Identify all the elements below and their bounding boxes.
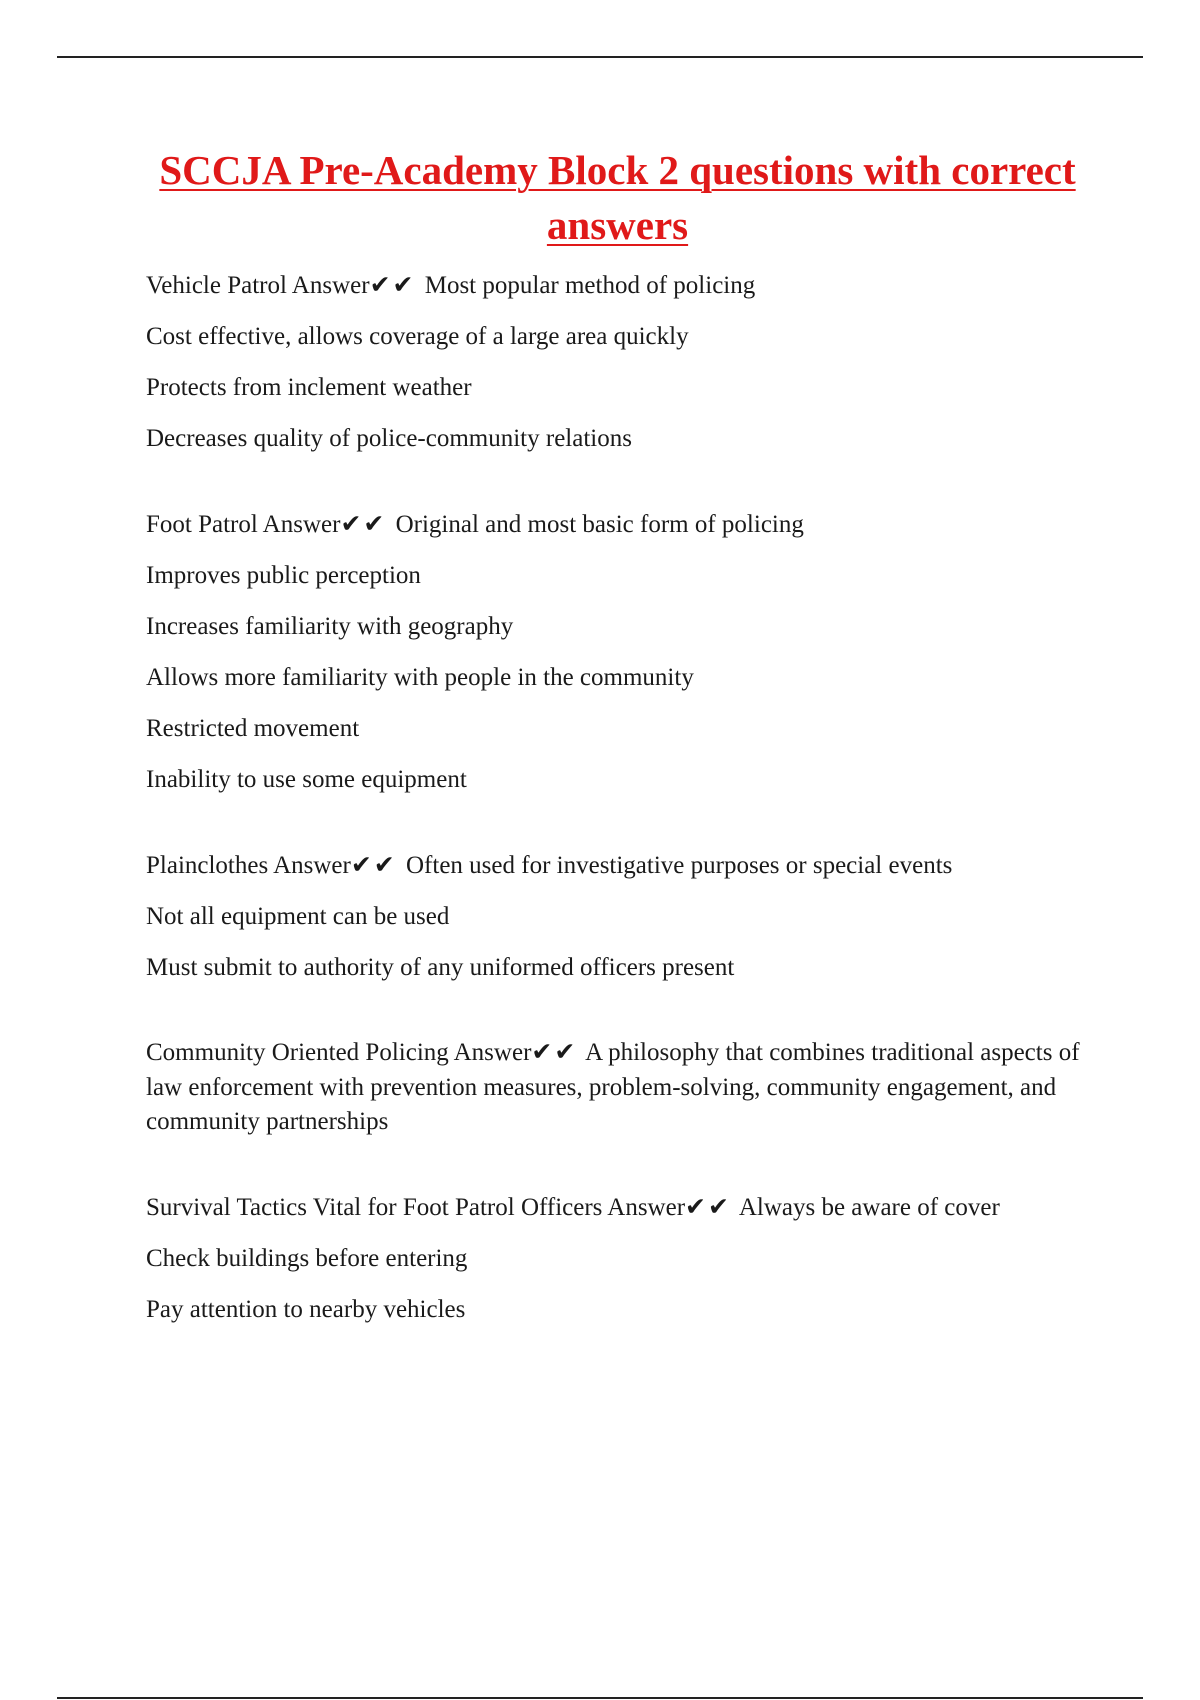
header-rule bbox=[57, 56, 1143, 58]
qa-question-line bbox=[146, 268, 1096, 303]
qa-answer: Always be aware of cover bbox=[738, 1193, 1000, 1221]
qa-term: Plainclothes Answer bbox=[146, 852, 351, 879]
checkmark-icon: ✔✔ bbox=[369, 272, 416, 299]
qa-detail: Improves public perception bbox=[146, 562, 421, 589]
qa-question-line bbox=[146, 1191, 1096, 1226]
checkmark-icon: ✔✔ bbox=[350, 852, 397, 879]
qa-list bbox=[146, 268, 1096, 1343]
footer-rule bbox=[57, 1697, 1143, 1699]
qa-detail: Protects from inclement weather bbox=[146, 374, 472, 401]
checkmark-icon: ✔✔ bbox=[685, 1193, 731, 1221]
qa-question-line bbox=[146, 848, 1096, 883]
qa-detail: Allows more familiarity with people in the community bbox=[146, 664, 694, 691]
qa-term: Survival Tactics Vital for Foot Patrol Officers Answer bbox=[146, 1193, 686, 1221]
qa-detail: Inability to use some equipment bbox=[146, 766, 467, 793]
qa-detail: Not all equipment can be used bbox=[146, 903, 450, 930]
document-title: SCCJA Pre-Academy Block 2 questions with correct answers bbox=[159, 147, 1076, 248]
qa-detail: Pay attention to nearby vehicles bbox=[146, 1296, 466, 1323]
qa-answer: Original and most basic form of policing bbox=[395, 511, 804, 538]
checkmark-icon: ✔✔ bbox=[340, 511, 387, 538]
qa-term: Vehicle Patrol Answer bbox=[146, 272, 370, 299]
qa-answer: A philosophy that combines traditional aspects of law enforcement with prevention measures, problem-solving, community engagement, and community partnerships bbox=[146, 1039, 1080, 1135]
qa-detail: Increases familiarity with geography bbox=[146, 613, 514, 640]
qa-question-line bbox=[146, 507, 1096, 542]
qa-item bbox=[146, 848, 1096, 985]
qa-term: Community Oriented Policing Answer bbox=[146, 1039, 532, 1066]
qa-term: Foot Patrol Answer bbox=[146, 511, 341, 538]
qa-detail: Decreases quality of police-community relations bbox=[146, 425, 632, 452]
checkmark-icon: ✔✔ bbox=[531, 1039, 578, 1066]
qa-answer: Most popular method of policing bbox=[424, 272, 756, 299]
qa-item bbox=[146, 507, 1096, 797]
qa-answer: Often used for investigative purposes or special events bbox=[406, 852, 953, 879]
qa-detail: Check buildings before entering bbox=[146, 1245, 468, 1272]
qa-item bbox=[146, 1036, 1096, 1140]
qa-question-line bbox=[146, 1036, 1096, 1140]
qa-detail: Restricted movement bbox=[146, 715, 360, 742]
qa-detail: Must submit to authority of any uniformed officers present bbox=[146, 954, 735, 981]
qa-detail: Cost effective, allows coverage of a large area quickly bbox=[146, 323, 689, 350]
qa-item bbox=[146, 1191, 1096, 1328]
qa-item bbox=[146, 268, 1096, 456]
